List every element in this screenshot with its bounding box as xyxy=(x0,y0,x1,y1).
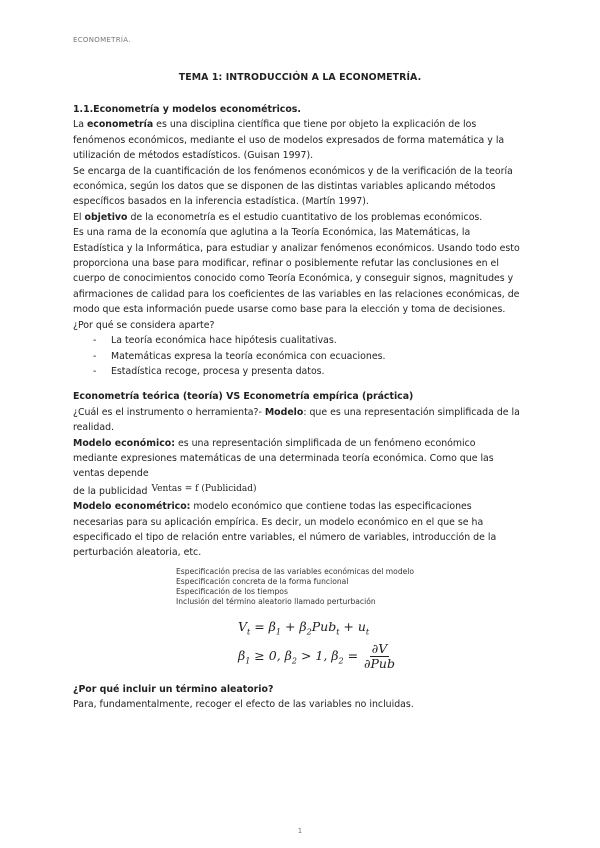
coefficient-conditions: $\beta_1 \ge 0$, $\beta_2 > 1$, $\beta_2$ = $\frac{\partial V}{\text{∂Pub}}$ xyxy=(238,641,395,672)
derivative-fraction: $\frac{\partial V}{\text{∂Pub}}$ xyxy=(364,641,395,672)
page-title: TEMA 1: INTRODUCCIÓN A LA ECONOMETRÍA. xyxy=(178,72,422,83)
paragraph: ¿Cuál es el instrumento o herramienta?- Modelo: que es una representación simplificada de la realidad. xyxy=(73,406,520,434)
page-header: ECONOMETRÍA. xyxy=(73,36,131,44)
list-item: - Estadística recoge, procesa y presenta datos. xyxy=(93,364,523,379)
page-number: 1 xyxy=(297,827,303,835)
ventas-formula: Ventas = f (Publicidad) xyxy=(151,483,257,494)
spec-item: Especificación de los tiempos xyxy=(176,586,288,596)
section-heading: 1.1.Econometría y modelos econométricos. xyxy=(73,104,301,115)
spec-item: Inclusión del término aleatorio llamado perturbación xyxy=(176,596,376,606)
paragraph: Para, fundamentalmente, recoger el efecto de las variables no incluidas. xyxy=(73,699,414,711)
section-heading: Econometría teórica (teoría) VS Econometría empírica (práctica) xyxy=(73,391,414,403)
dash-list xyxy=(73,333,523,379)
model-equation: $V_t = \beta_1 + \beta_2Pub_t + u_t$ xyxy=(238,618,370,637)
list-item: - La teoría económica hace hipótesis cualitativas. xyxy=(93,333,523,348)
paragraph: Es una rama de la economía que aglutina a la Teoría Económica, las Matemáticas, la Estadística y la Informática, para estudiar y analizar fenómenos económicos. Usando todo esto proporciona una base para modificar, refinar o posiblemente refutar las conclusiones en el cuerpo de conocimientos conocido como Teoría Económica, y conseguir signos, magnitudes y afirmaciones de calidad para los coeficientes de las variables en las relaciones económicas, de modo que esta información puede usarse como base para la elección y toma de decisiones. xyxy=(73,227,520,316)
spec-item: Especificación precisa de las variables económicas del modelo xyxy=(176,566,415,576)
document-body xyxy=(73,102,523,713)
section-heading: ¿Por qué incluir un término aleatorio? xyxy=(73,683,274,695)
paragraph: de la publicidad Ventas = f (Publicidad) xyxy=(73,483,257,497)
paragraph: El objetivo de la econometría es el estudio cuantitativo de los problemas económicos. xyxy=(73,211,483,223)
paragraph: Se encarga de la cuantificación de los fenómenos económicos y de la verificación de la teoría económica, según los datos que se disponen de las distintas variables aplicando métodos específicos basados en la inferencia estadística. (Martín 1997). xyxy=(73,165,513,208)
specification-list xyxy=(176,567,523,607)
paragraph: Modelo económico: es una representación simplificada de un fenómeno económico mediante expresiones matemáticas de una determinada teoría económica. Como que las ventas depende xyxy=(73,437,494,480)
list-item: - Matemáticas expresa la teoría económica con ecuaciones. xyxy=(93,349,523,364)
paragraph: ¿Por qué se considera aparte? xyxy=(73,319,215,331)
paragraph: La econometría es una disciplina científica que tiene por objeto la explicación de los fenómenos económicos, mediante el uso de modelos expresados de forma matemática y la utilización de métodos estadísticos. (Guisan 1997). xyxy=(73,119,505,162)
spec-item: Especificación concreta de la forma funcional xyxy=(176,576,349,586)
paragraph: Modelo econométrico: modelo económico que contiene todas las especificaciones necesarias para su aplicación empírica. Es decir, un modelo económico en el que se ha especificado el tipo de relación entre variables, el número de variables, introducción de la perturbación aleatoria, etc. xyxy=(73,501,497,559)
